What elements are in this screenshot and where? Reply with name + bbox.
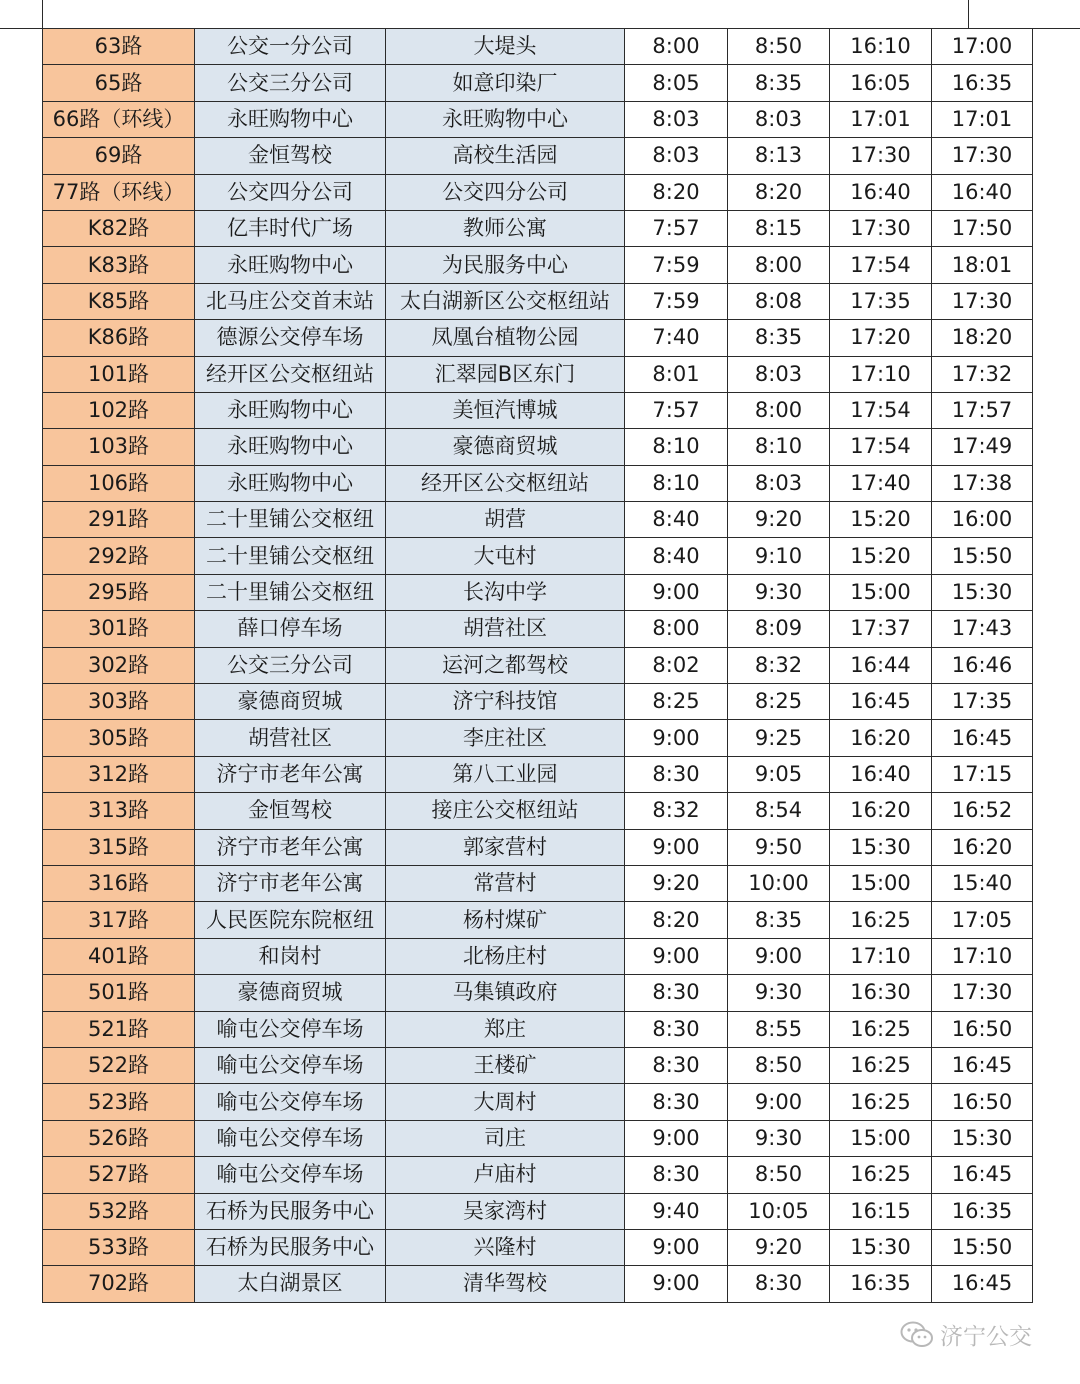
first-bus-end-cell: 8:13 xyxy=(728,138,830,174)
first-bus-start-cell: 9:00 xyxy=(625,938,728,974)
start-stop-cell: 胡营社区 xyxy=(195,720,386,756)
first-bus-start-cell: 8:10 xyxy=(625,429,728,465)
start-stop-cell: 亿丰时代广场 xyxy=(195,210,386,246)
start-stop-cell: 豪德商贸城 xyxy=(195,975,386,1011)
end-stop-cell: 第八工业园 xyxy=(386,756,625,792)
first-bus-end-cell: 9:30 xyxy=(728,975,830,1011)
first-bus-start-cell: 8:20 xyxy=(625,902,728,938)
last-bus-end-cell: 16:52 xyxy=(932,793,1033,829)
first-bus-end-cell: 8:15 xyxy=(728,210,830,246)
wechat-icon xyxy=(900,1321,934,1349)
last-bus-start-cell: 17:37 xyxy=(830,611,932,647)
last-bus-end-cell: 17:49 xyxy=(932,429,1033,465)
last-bus-start-cell: 17:10 xyxy=(830,356,932,392)
end-stop-cell: 兴隆村 xyxy=(386,1229,625,1265)
last-bus-end-cell: 17:01 xyxy=(932,101,1033,137)
end-stop-cell: 马集镇政府 xyxy=(386,975,625,1011)
start-stop-cell: 济宁市老年公寓 xyxy=(195,829,386,865)
last-bus-end-cell: 16:35 xyxy=(932,1193,1033,1229)
table-row xyxy=(43,247,1033,283)
route-cell: 103路 xyxy=(43,429,195,465)
first-bus-end-cell: 8:09 xyxy=(728,611,830,647)
end-stop-cell: 教师公寓 xyxy=(386,210,625,246)
start-stop-cell: 永旺购物中心 xyxy=(195,392,386,428)
last-bus-start-cell: 15:00 xyxy=(830,1120,932,1156)
route-cell: 523路 xyxy=(43,1084,195,1120)
last-bus-end-cell: 17:50 xyxy=(932,210,1033,246)
table-row xyxy=(43,1047,1033,1083)
first-bus-end-cell: 9:05 xyxy=(728,756,830,792)
first-bus-start-cell: 8:03 xyxy=(625,138,728,174)
route-cell: 63路 xyxy=(43,29,195,65)
start-stop-cell: 公交一分公司 xyxy=(195,29,386,65)
start-stop-cell: 经开区公交枢纽站 xyxy=(195,356,386,392)
table-row xyxy=(43,1193,1033,1229)
route-cell: 401路 xyxy=(43,938,195,974)
last-bus-end-cell: 17:30 xyxy=(932,975,1033,1011)
table-row xyxy=(43,720,1033,756)
last-bus-start-cell: 17:54 xyxy=(830,247,932,283)
table-row xyxy=(43,210,1033,246)
first-bus-end-cell: 8:30 xyxy=(728,1266,830,1302)
last-bus-end-cell: 17:38 xyxy=(932,465,1033,501)
last-bus-start-cell: 16:40 xyxy=(830,756,932,792)
last-bus-end-cell: 16:45 xyxy=(932,1047,1033,1083)
end-stop-cell: 为民服务中心 xyxy=(386,247,625,283)
first-bus-end-cell: 8:03 xyxy=(728,356,830,392)
top-right-border xyxy=(968,0,969,28)
last-bus-end-cell: 18:20 xyxy=(932,320,1033,356)
start-stop-cell: 永旺购物中心 xyxy=(195,247,386,283)
end-stop-cell: 胡营社区 xyxy=(386,611,625,647)
end-stop-cell: 李庄社区 xyxy=(386,720,625,756)
first-bus-end-cell: 9:30 xyxy=(728,1120,830,1156)
first-bus-start-cell: 9:40 xyxy=(625,1193,728,1229)
start-stop-cell: 人民医院东院枢纽 xyxy=(195,902,386,938)
last-bus-start-cell: 16:20 xyxy=(830,720,932,756)
start-stop-cell: 石桥为民服务中心 xyxy=(195,1229,386,1265)
start-stop-cell: 德源公交停车场 xyxy=(195,320,386,356)
first-bus-start-cell: 8:02 xyxy=(625,647,728,683)
table-row xyxy=(43,647,1033,683)
top-left-border xyxy=(42,0,43,28)
last-bus-start-cell: 16:40 xyxy=(830,174,932,210)
last-bus-start-cell: 16:20 xyxy=(830,793,932,829)
end-stop-cell: 接庄公交枢纽站 xyxy=(386,793,625,829)
table-row xyxy=(43,174,1033,210)
first-bus-end-cell: 8:08 xyxy=(728,283,830,319)
first-bus-end-cell: 9:00 xyxy=(728,938,830,974)
end-stop-cell: 胡营 xyxy=(386,502,625,538)
first-bus-start-cell: 8:30 xyxy=(625,1157,728,1193)
route-cell: K86路 xyxy=(43,320,195,356)
end-stop-cell: 永旺购物中心 xyxy=(386,101,625,137)
last-bus-start-cell: 15:20 xyxy=(830,538,932,574)
start-stop-cell: 永旺购物中心 xyxy=(195,101,386,137)
first-bus-start-cell: 9:00 xyxy=(625,1229,728,1265)
last-bus-start-cell: 17:40 xyxy=(830,465,932,501)
end-stop-cell: 卢庙村 xyxy=(386,1157,625,1193)
start-stop-cell: 金恒驾校 xyxy=(195,138,386,174)
last-bus-end-cell: 17:15 xyxy=(932,756,1033,792)
first-bus-end-cell: 9:10 xyxy=(728,538,830,574)
last-bus-start-cell: 17:54 xyxy=(830,392,932,428)
first-bus-start-cell: 7:59 xyxy=(625,283,728,319)
last-bus-end-cell: 15:30 xyxy=(932,574,1033,610)
start-stop-cell: 二十里铺公交枢纽 xyxy=(195,502,386,538)
route-cell: 521路 xyxy=(43,1011,195,1047)
first-bus-end-cell: 8:50 xyxy=(728,1047,830,1083)
table-row xyxy=(43,684,1033,720)
first-bus-start-cell: 7:59 xyxy=(625,247,728,283)
watermark xyxy=(900,1318,1032,1351)
table-row xyxy=(43,65,1033,101)
first-bus-end-cell: 9:30 xyxy=(728,574,830,610)
route-cell: 526路 xyxy=(43,1120,195,1156)
start-stop-cell: 和岗村 xyxy=(195,938,386,974)
first-bus-start-cell: 8:05 xyxy=(625,65,728,101)
last-bus-start-cell: 16:25 xyxy=(830,902,932,938)
start-stop-cell: 太白湖景区 xyxy=(195,1266,386,1302)
start-stop-cell: 喻屯公交停车场 xyxy=(195,1120,386,1156)
table-row xyxy=(43,101,1033,137)
start-stop-cell: 永旺购物中心 xyxy=(195,465,386,501)
route-cell: K82路 xyxy=(43,210,195,246)
end-stop-cell: 大屯村 xyxy=(386,538,625,574)
first-bus-end-cell: 8:20 xyxy=(728,174,830,210)
first-bus-start-cell: 8:30 xyxy=(625,1084,728,1120)
route-cell: 69路 xyxy=(43,138,195,174)
first-bus-end-cell: 8:00 xyxy=(728,392,830,428)
first-bus-start-cell: 7:57 xyxy=(625,392,728,428)
start-stop-cell: 二十里铺公交枢纽 xyxy=(195,538,386,574)
last-bus-start-cell: 17:30 xyxy=(830,210,932,246)
last-bus-start-cell: 16:44 xyxy=(830,647,932,683)
first-bus-end-cell: 8:35 xyxy=(728,902,830,938)
table-row xyxy=(43,1266,1033,1302)
last-bus-start-cell: 16:25 xyxy=(830,1157,932,1193)
table-row xyxy=(43,1011,1033,1047)
last-bus-end-cell: 16:00 xyxy=(932,502,1033,538)
start-stop-cell: 北马庄公交首末站 xyxy=(195,283,386,319)
first-bus-start-cell: 7:40 xyxy=(625,320,728,356)
end-stop-cell: 豪德商贸城 xyxy=(386,429,625,465)
table-row xyxy=(43,283,1033,319)
last-bus-end-cell: 17:00 xyxy=(932,29,1033,65)
last-bus-start-cell: 16:25 xyxy=(830,1011,932,1047)
last-bus-start-cell: 16:35 xyxy=(830,1266,932,1302)
table-row xyxy=(43,429,1033,465)
last-bus-end-cell: 16:35 xyxy=(932,65,1033,101)
last-bus-end-cell: 16:50 xyxy=(932,1011,1033,1047)
last-bus-start-cell: 17:30 xyxy=(830,138,932,174)
last-bus-start-cell: 17:54 xyxy=(830,429,932,465)
route-cell: 313路 xyxy=(43,793,195,829)
route-cell: 295路 xyxy=(43,574,195,610)
start-stop-cell: 喻屯公交停车场 xyxy=(195,1011,386,1047)
last-bus-end-cell: 17:32 xyxy=(932,356,1033,392)
first-bus-start-cell: 9:00 xyxy=(625,1266,728,1302)
table-row xyxy=(43,975,1033,1011)
route-cell: K85路 xyxy=(43,283,195,319)
end-stop-cell: 公交四分公司 xyxy=(386,174,625,210)
route-cell: 317路 xyxy=(43,902,195,938)
first-bus-start-cell: 9:20 xyxy=(625,865,728,901)
end-stop-cell: 大周村 xyxy=(386,1084,625,1120)
last-bus-end-cell: 15:30 xyxy=(932,1120,1033,1156)
first-bus-start-cell: 8:00 xyxy=(625,29,728,65)
start-stop-cell: 薛口停车场 xyxy=(195,611,386,647)
table-row xyxy=(43,320,1033,356)
table-row xyxy=(43,502,1033,538)
first-bus-start-cell: 8:25 xyxy=(625,684,728,720)
last-bus-end-cell: 17:43 xyxy=(932,611,1033,647)
start-stop-cell: 永旺购物中心 xyxy=(195,429,386,465)
first-bus-start-cell: 7:57 xyxy=(625,210,728,246)
first-bus-end-cell: 9:50 xyxy=(728,829,830,865)
table-row xyxy=(43,756,1033,792)
route-cell: 65路 xyxy=(43,65,195,101)
end-stop-cell: 经开区公交枢纽站 xyxy=(386,465,625,501)
last-bus-start-cell: 15:20 xyxy=(830,502,932,538)
start-stop-cell: 喻屯公交停车场 xyxy=(195,1047,386,1083)
table-row xyxy=(43,829,1033,865)
table-row xyxy=(43,865,1033,901)
first-bus-start-cell: 8:32 xyxy=(625,793,728,829)
first-bus-start-cell: 9:00 xyxy=(625,574,728,610)
table-row xyxy=(43,611,1033,647)
last-bus-start-cell: 16:10 xyxy=(830,29,932,65)
first-bus-end-cell: 8:03 xyxy=(728,465,830,501)
first-bus-start-cell: 8:40 xyxy=(625,538,728,574)
table-row xyxy=(43,1120,1033,1156)
end-stop-cell: 如意印染厂 xyxy=(386,65,625,101)
first-bus-end-cell: 8:32 xyxy=(728,647,830,683)
table-row xyxy=(43,356,1033,392)
last-bus-end-cell: 16:40 xyxy=(932,174,1033,210)
table-row xyxy=(43,1157,1033,1193)
route-cell: K83路 xyxy=(43,247,195,283)
last-bus-start-cell: 16:45 xyxy=(830,684,932,720)
first-bus-start-cell: 9:00 xyxy=(625,829,728,865)
start-stop-cell: 二十里铺公交枢纽 xyxy=(195,574,386,610)
last-bus-end-cell: 17:35 xyxy=(932,684,1033,720)
last-bus-end-cell: 16:46 xyxy=(932,647,1033,683)
first-bus-end-cell: 8:35 xyxy=(728,65,830,101)
route-cell: 101路 xyxy=(43,356,195,392)
table-row xyxy=(43,793,1033,829)
last-bus-start-cell: 17:35 xyxy=(830,283,932,319)
last-bus-start-cell: 16:25 xyxy=(830,1047,932,1083)
last-bus-end-cell: 15:40 xyxy=(932,865,1033,901)
last-bus-start-cell: 16:05 xyxy=(830,65,932,101)
first-bus-start-cell: 8:03 xyxy=(625,101,728,137)
first-bus-end-cell: 8:50 xyxy=(728,29,830,65)
route-cell: 527路 xyxy=(43,1157,195,1193)
end-stop-cell: 郑庄 xyxy=(386,1011,625,1047)
end-stop-cell: 杨村煤矿 xyxy=(386,902,625,938)
last-bus-end-cell: 16:45 xyxy=(932,1157,1033,1193)
route-cell: 303路 xyxy=(43,684,195,720)
end-stop-cell: 济宁科技馆 xyxy=(386,684,625,720)
first-bus-end-cell: 8:03 xyxy=(728,101,830,137)
last-bus-start-cell: 17:10 xyxy=(830,938,932,974)
end-stop-cell: 司庄 xyxy=(386,1120,625,1156)
route-cell: 301路 xyxy=(43,611,195,647)
last-bus-start-cell: 15:30 xyxy=(830,829,932,865)
first-bus-end-cell: 9:25 xyxy=(728,720,830,756)
last-bus-end-cell: 16:45 xyxy=(932,1266,1033,1302)
table-row xyxy=(43,574,1033,610)
last-bus-start-cell: 16:30 xyxy=(830,975,932,1011)
first-bus-end-cell: 9:20 xyxy=(728,502,830,538)
end-stop-cell: 王楼矿 xyxy=(386,1047,625,1083)
first-bus-start-cell: 8:10 xyxy=(625,465,728,501)
route-cell: 522路 xyxy=(43,1047,195,1083)
first-bus-start-cell: 9:00 xyxy=(625,1120,728,1156)
last-bus-end-cell: 17:05 xyxy=(932,902,1033,938)
start-stop-cell: 石桥为民服务中心 xyxy=(195,1193,386,1229)
route-cell: 305路 xyxy=(43,720,195,756)
table-row xyxy=(43,138,1033,174)
end-stop-cell: 凤凰台植物公园 xyxy=(386,320,625,356)
route-cell: 312路 xyxy=(43,756,195,792)
last-bus-end-cell: 18:01 xyxy=(932,247,1033,283)
table-row xyxy=(43,538,1033,574)
table-row xyxy=(43,465,1033,501)
first-bus-start-cell: 8:40 xyxy=(625,502,728,538)
first-bus-end-cell: 8:54 xyxy=(728,793,830,829)
route-cell: 532路 xyxy=(43,1193,195,1229)
table-row xyxy=(43,1229,1033,1265)
start-stop-cell: 公交三分公司 xyxy=(195,647,386,683)
route-cell: 77路（环线） xyxy=(43,174,195,210)
first-bus-start-cell: 8:30 xyxy=(625,1011,728,1047)
end-stop-cell: 高校生活园 xyxy=(386,138,625,174)
end-stop-cell: 美恒汽博城 xyxy=(386,392,625,428)
bus-schedule-table xyxy=(42,28,1033,1303)
first-bus-start-cell: 9:00 xyxy=(625,720,728,756)
end-stop-cell: 常营村 xyxy=(386,865,625,901)
first-bus-start-cell: 8:20 xyxy=(625,174,728,210)
watermark-text: 济宁公交 xyxy=(940,1324,1032,1350)
route-cell: 292路 xyxy=(43,538,195,574)
start-stop-cell: 济宁市老年公寓 xyxy=(195,756,386,792)
schedule-body xyxy=(43,29,1033,1303)
last-bus-end-cell: 15:50 xyxy=(932,1229,1033,1265)
last-bus-end-cell: 17:57 xyxy=(932,392,1033,428)
start-stop-cell: 公交三分公司 xyxy=(195,65,386,101)
last-bus-end-cell: 17:30 xyxy=(932,138,1033,174)
end-stop-cell: 太白湖新区公交枢纽站 xyxy=(386,283,625,319)
end-stop-cell: 长沟中学 xyxy=(386,574,625,610)
last-bus-start-cell: 15:00 xyxy=(830,865,932,901)
end-stop-cell: 吴家湾村 xyxy=(386,1193,625,1229)
first-bus-end-cell: 9:20 xyxy=(728,1229,830,1265)
first-bus-end-cell: 10:05 xyxy=(728,1193,830,1229)
route-cell: 501路 xyxy=(43,975,195,1011)
route-cell: 533路 xyxy=(43,1229,195,1265)
first-bus-start-cell: 8:30 xyxy=(625,756,728,792)
last-bus-start-cell: 15:00 xyxy=(830,574,932,610)
first-bus-end-cell: 8:50 xyxy=(728,1157,830,1193)
table-row xyxy=(43,902,1033,938)
route-cell: 315路 xyxy=(43,829,195,865)
start-stop-cell: 喻屯公交停车场 xyxy=(195,1157,386,1193)
route-cell: 291路 xyxy=(43,502,195,538)
last-bus-end-cell: 16:45 xyxy=(932,720,1033,756)
first-bus-start-cell: 8:00 xyxy=(625,611,728,647)
end-stop-cell: 清华驾校 xyxy=(386,1266,625,1302)
last-bus-end-cell: 16:50 xyxy=(932,1084,1033,1120)
first-bus-end-cell: 8:35 xyxy=(728,320,830,356)
end-stop-cell: 北杨庄村 xyxy=(386,938,625,974)
last-bus-start-cell: 17:01 xyxy=(830,101,932,137)
last-bus-end-cell: 17:10 xyxy=(932,938,1033,974)
start-stop-cell: 济宁市老年公寓 xyxy=(195,865,386,901)
end-stop-cell: 大堤头 xyxy=(386,29,625,65)
last-bus-end-cell: 15:50 xyxy=(932,538,1033,574)
table-row xyxy=(43,1084,1033,1120)
start-stop-cell: 豪德商贸城 xyxy=(195,684,386,720)
route-cell: 316路 xyxy=(43,865,195,901)
first-bus-start-cell: 8:01 xyxy=(625,356,728,392)
last-bus-end-cell: 17:30 xyxy=(932,283,1033,319)
route-cell: 102路 xyxy=(43,392,195,428)
end-stop-cell: 汇翠园B区东门 xyxy=(386,356,625,392)
first-bus-end-cell: 10:00 xyxy=(728,865,830,901)
end-stop-cell: 郭家营村 xyxy=(386,829,625,865)
first-bus-end-cell: 8:00 xyxy=(728,247,830,283)
end-stop-cell: 运河之都驾校 xyxy=(386,647,625,683)
last-bus-end-cell: 16:20 xyxy=(932,829,1033,865)
last-bus-start-cell: 16:25 xyxy=(830,1084,932,1120)
route-cell: 302路 xyxy=(43,647,195,683)
route-cell: 66路（环线） xyxy=(43,101,195,137)
first-bus-start-cell: 8:30 xyxy=(625,975,728,1011)
start-stop-cell: 喻屯公交停车场 xyxy=(195,1084,386,1120)
route-cell: 702路 xyxy=(43,1266,195,1302)
last-bus-start-cell: 15:30 xyxy=(830,1229,932,1265)
first-bus-end-cell: 8:25 xyxy=(728,684,830,720)
start-stop-cell: 金恒驾校 xyxy=(195,793,386,829)
first-bus-end-cell: 8:55 xyxy=(728,1011,830,1047)
first-bus-end-cell: 9:00 xyxy=(728,1084,830,1120)
route-cell: 106路 xyxy=(43,465,195,501)
start-stop-cell: 公交四分公司 xyxy=(195,174,386,210)
first-bus-end-cell: 8:10 xyxy=(728,429,830,465)
table-row xyxy=(43,29,1033,65)
last-bus-start-cell: 17:20 xyxy=(830,320,932,356)
first-bus-start-cell: 8:30 xyxy=(625,1047,728,1083)
last-bus-start-cell: 16:15 xyxy=(830,1193,932,1229)
table-row xyxy=(43,392,1033,428)
table-row xyxy=(43,938,1033,974)
